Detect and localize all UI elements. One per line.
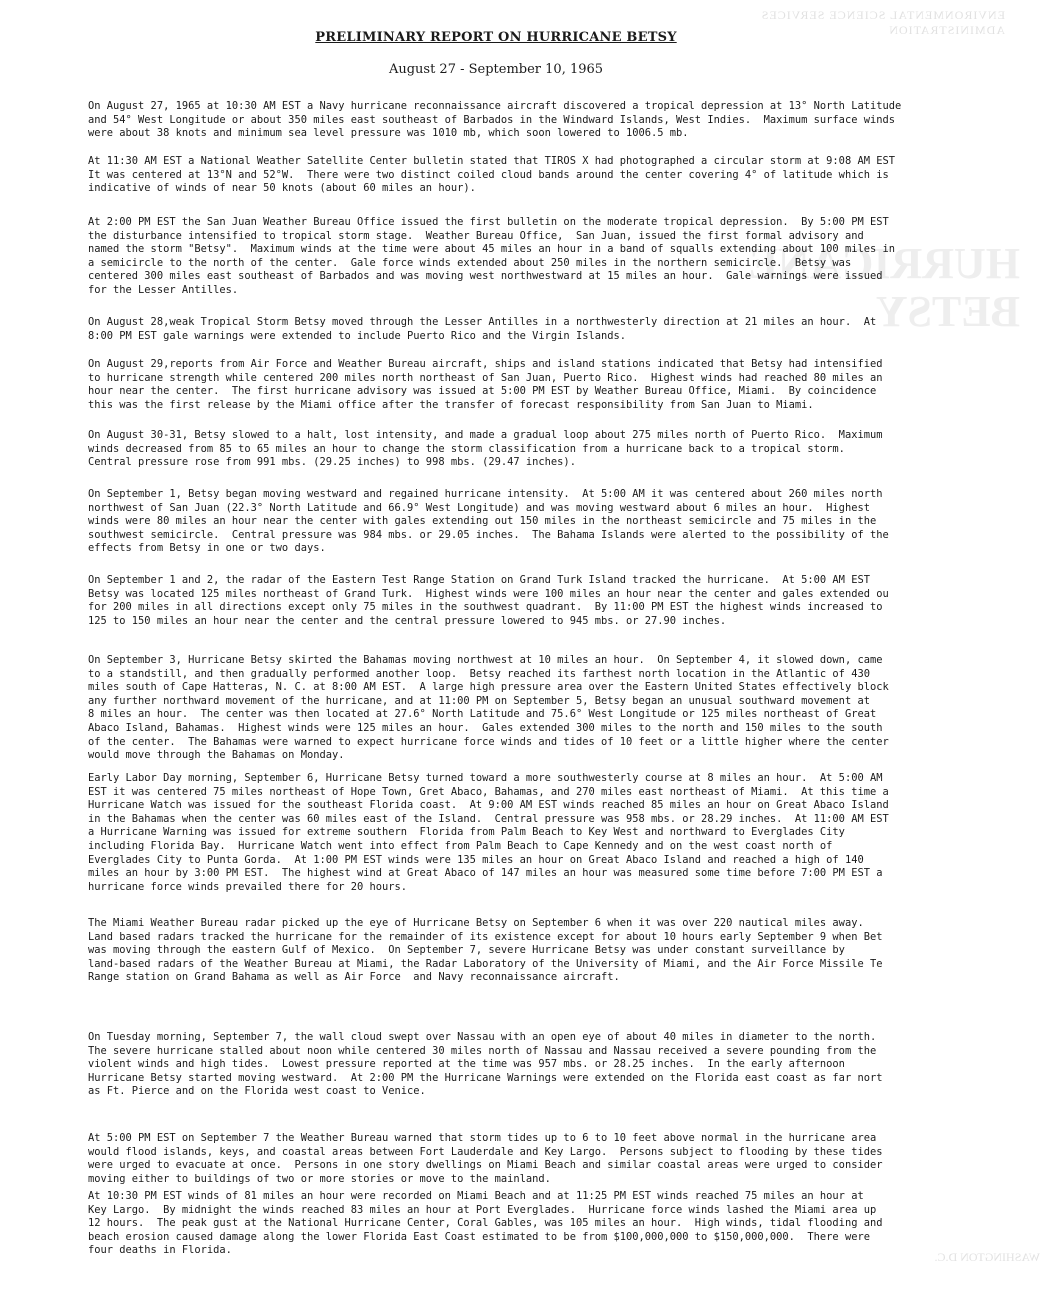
document-title-text: PRELIMINARY REPORT ON HURRICANE BETSY <box>315 30 677 45</box>
paragraph-labor-day: Early Labor Day morning, September 6, Hurricane Betsy turned toward a more southwesterly course at 8 miles an hour. At 5:00 AM EST it was centered 75 miles northeast of Hope Town, Gret Abaco, Bahamas, and 270 miles east northeast of Miami. At this time a Hurricane Watch was issued for the southeast Florida coast. At 9:00 AM EST winds reached 85 miles an hour on Great Abaco Island in the Bahamas when the center was 60 miles east of the Island. Central pressure was 958 mbs. or 28.29 inches. At 11:00 AM EST a Hurricane Warning was issued for extreme southern Florida from Palm Beach to Key West and northward to Everglades City including Florida Bay. Hurricane Watch went into effect from Palm Beach to Cape Kennedy and on the west coast north of Everglades City to Punta Gorda. At 1:00 PM EST winds were 135 miles an hour on Great Abaco Island and reached a high of 140 miles an hour by 3:00 PM EST. The highest wind at Great Abaco of 147 miles an hour was measured some time before 7:00 PM EST a hurricane force winds prevailed there for 20 hours. <box>88 772 889 893</box>
paragraph-sep-3: On September 3, Hurricane Betsy skirted the Bahamas moving northwest at 10 miles an hour. On September 4, it slowed down, came to a standstill, and then gradually performed another loop. Betsy reached its farthest north location in the Atlantic of 430 miles south of Cape Hatteras, N. C. at 8:00 AM EST. A large high pressure area over the Eastern United States effectively block any further northward movement of the hurricane, and at 11:00 PM on September 5, Betsy began an unusual southward movement at 8 miles an hour. The center was then located at 27.6° North Latitude and 75.6° West Longitude or 125 miles northeast of Great Abaco Island, Bahamas. Highest winds were 125 miles an hour. Gales extended 300 miles to the north and 150 miles to the south of the center. The Bahamas were warned to expect hurricane force winds and tides of 10 feet or a little higher where the center would move through the Bahamas on Monday. <box>88 654 889 762</box>
bleed-through-title: HURRICANE BETSY <box>748 239 1020 336</box>
bleed-through-footer: WASHINGTON D.C. <box>934 1250 1040 1264</box>
paragraph-storm-tides: At 5:00 PM EST on September 7 the Weather Bureau warned that storm tides up to 6 to 10 feet above normal in the hurricane area would flood islands, keys, and coastal areas between Fort Lauderdale and Key Largo. Persons subject to flooding by these tides were urged to evacuate at once. Persons in one story dwellings on Miami Beach and similar coastal areas were urged to consider moving either to buildings of two or more stories or move to the mainland. <box>88 1132 883 1185</box>
paragraph-aug-28: On August 28,weak Tropical Storm Betsy moved through the Lesser Antilles in a northwesterly direction at 21 miles an hour. At 8:00 PM EST gale warnings were extended to include Puerto Rico and the Virgin Islands. <box>88 316 877 342</box>
paragraph-aug-30-31: On August 30-31, Betsy slowed to a halt, lost intensity, and made a gradual loop about 275 miles north of Puerto Rico. Maximum winds decreased from 85 to 65 miles an hour to change the storm classification from a hurricane back to a tropical storm. Central pressure rose from 991 mbs. (29.25 inches) to 998 mbs. (29.47 inches). <box>88 429 883 469</box>
bleed-through-header: ENVIRONMENTAL SCIENCE SERVICES ADMINISTRATION <box>760 8 1005 37</box>
document-title <box>0 30 992 45</box>
paragraph-san-juan-bulletin: At 2:00 PM EST the San Juan Weather Bureau Office issued the first bulletin on the moderate tropical depression. By 5:00 PM EST the disturbance intensified to tropical storm stage. Weather Bureau Office, San Juan, issued the first formal advisory and named the storm "Betsy". Maximum winds at the time were about 45 miles an hour in a band of squalls extending about 100 miles in a semicircle to the north of the center. Gale force winds extended about 250 miles in the northern semicircle. Betsy was centered 300 miles east southeast of Barbados and was moving west northwestward at 15 miles an hour. Gale warnings were issued for the Lesser Antilles. <box>88 216 895 296</box>
paragraph-miami-beach-winds: At 10:30 PM EST winds of 81 miles an hour were recorded on Miami Beach and at 11:25 PM EST winds reached 75 miles an hour at Key Largo. By midnight the winds reached 83 miles an hour at Port Everglades. Hurricane force winds lashed the Miami area up 12 hours. The peak gust at the National Hurricane Center, Coral Gables, was 105 miles an hour. High winds, tidal flooding and beach erosion caused damage along the lower Florida East Coast estimated to be from $100,000,000 to $150,000,000. There were four deaths in Florida. <box>88 1190 883 1257</box>
paragraph-sep-7-nassau: On Tuesday morning, September 7, the wall cloud swept over Nassau with an open eye of about 40 miles in diameter to the north. The severe hurricane stalled about noon while centered 30 miles north of Nassau and Nassau received a severe pounding from the violent winds and high tides. Lowest pressure reported at the time was 957 mbs. or 28.25 inches. In the early afternoon Hurricane Betsy started moving westward. At 2:00 PM the Hurricane Warnings were extended on the Florida east coast as far nort as Ft. Pierce and on the Florida west coast to Venice. <box>88 1031 883 1098</box>
paragraph-miami-radar: The Miami Weather Bureau radar picked up the eye of Hurricane Betsy on September 6 when it was over 220 nautical miles away. Land based radars tracked the hurricane for the remainder of its existence except for about 10 hours early September 9 when Bet was moving through the eastern Gulf of Mexico. On September 7, severe Hurricane Betsy was under constant surveillance by land-based radars of the Weather Bureau at Miami, the Radar Laboratory of the University of Miami, and the Air Force Missile Te Range station on Grand Bahama as well as Air Force and Navy reconnaissance aircraft. <box>88 917 883 984</box>
paragraph-aug-27: On August 27, 1965 at 10:30 AM EST a Navy hurricane reconnaissance aircraft discovered a tropical depression at 13° North Latitude and 54° West Longitude or about 350 miles east southeast of Barbados in the Windward Islands, West Indies. Maximum surface winds were about 38 knots and minimum sea level pressure was 1010 mb, which soon lowered to 1006.5 mb. <box>88 100 902 140</box>
paragraph-sep-1: On September 1, Betsy began moving westward and regained hurricane intensity. At 5:00 AM it was centered about 260 miles north northwest of San Juan (22.3° North Latitude and 66.9° West Longitude) and was moving westward about 6 miles an hour. Highest winds were 80 miles an hour near the center with gales extending out 150 miles in the northeast semicircle and 75 miles in the southwest semicircle. Central pressure was 984 mbs. or 29.05 inches. The Bahama Islands were alerted to the possibility of the effects from Betsy in one or two days. <box>88 488 889 555</box>
paragraph-tiros-bulletin: At 11:30 AM EST a National Weather Satellite Center bulletin stated that TIROS X had photographed a circular storm at 9:08 AM EST It was centered at 13°N and 52°W. There were two distinct coiled cloud bands around the center covering 4° of latitude which is indicative of winds of near 50 knots (about 60 miles an hour). <box>88 155 895 195</box>
paragraph-aug-29: On August 29,reports from Air Force and Weather Bureau aircraft, ships and island stations indicated that Betsy had intensified to hurricane strength while centered 200 miles north northeast of San Juan, Puerto Rico. Highest winds had reached 80 miles an hour near the center. The first hurricane advisory was issued at 5:00 PM EST by Weather Bureau Office, Miami. By coincidence this was the first release by the Miami office after the transfer of forecast responsibility from San Juan to Miami. <box>88 358 883 411</box>
paragraph-sep-1-2: On September 1 and 2, the radar of the Eastern Test Range Station on Grand Turk Island tracked the hurricane. At 5:00 AM EST Betsy was located 125 miles northeast of Grand Turk. Highest winds were 100 miles an hour near the center and gales extended ou for 200 miles in all directions except only 75 miles in the southwest quadrant. By 11:00 PM EST the highest winds increased to 125 to 150 miles an hour near the center and the central pressure lowered to 945 mbs. or 27.90 inches. <box>88 574 889 627</box>
document-date-range: August 27 - September 10, 1965 <box>388 62 604 77</box>
